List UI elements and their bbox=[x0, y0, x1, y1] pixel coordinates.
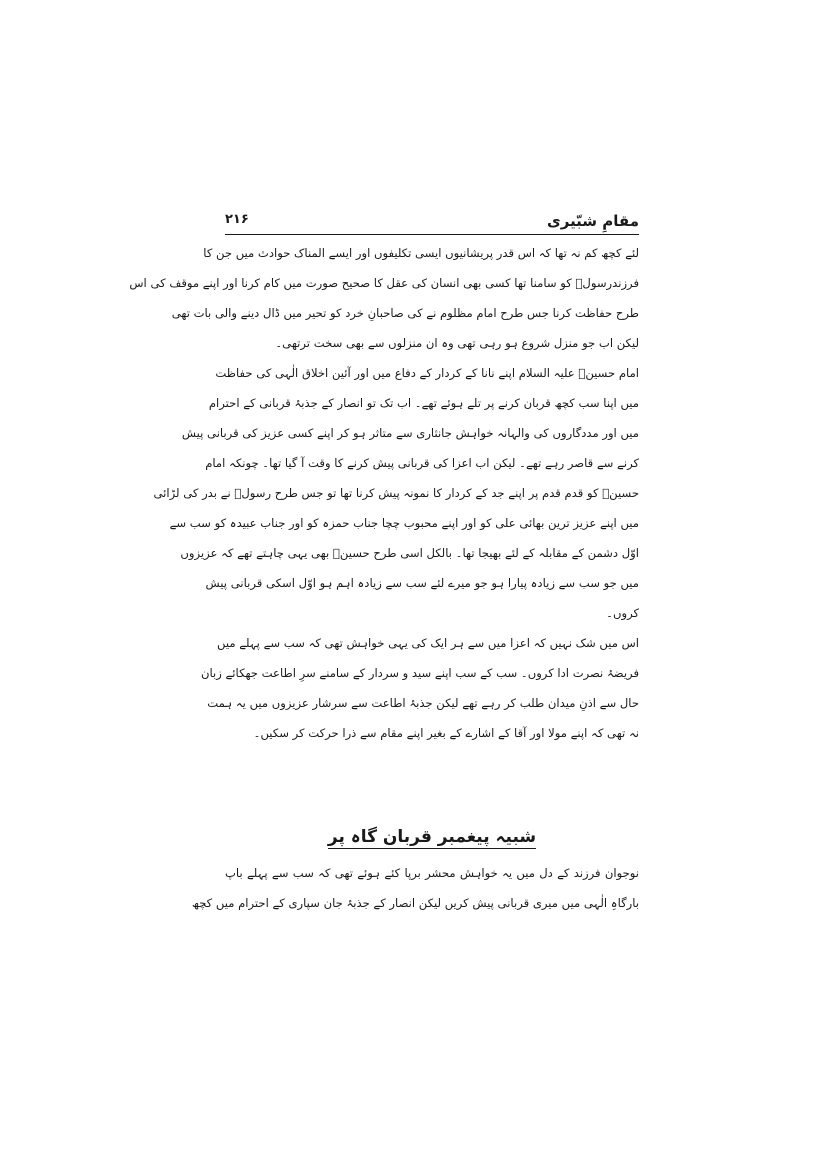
text-line: امام حسینؑ علیہ السلام اپنے نانا کے کردار کے دفاع میں اور آئین اخلاق الٰہی کی حفاظت bbox=[215, 366, 639, 380]
text-line: طرح حفاظت کرنا جس طرح امام مظلوم نے کی صاحبانِ خرد کو تحیر میں ڈال دینے والی بات تھی bbox=[171, 306, 639, 320]
page-header bbox=[225, 212, 639, 235]
text-line: میں جو سب سے زیادہ پیارا ہو جو میرے لئے سب سے زیادہ اہم ہو اوّل اسکی قربانی پیش bbox=[205, 576, 639, 590]
paragraph-3 bbox=[200, 628, 639, 748]
text-line: میں اور مددگاروں کی والہانہ خواہش جانثاری سے متاثر ہو کر اپنے کسی عزیز کی قربانی پیش bbox=[181, 426, 639, 440]
text-line: کرنے سے قاصر رہے تھے۔ لیکن اب اعزا کی قربانی پیش کرنے کا وقت آ گیا تھا۔ چونکہ امام bbox=[205, 456, 639, 470]
text-line: لئے کچھ کم نہ تھا کہ اس قدر پریشانیوں ایسی تکلیفوں اور ایسے المناک حوادث میں جن کا bbox=[203, 246, 639, 260]
text-line: میں اپنا سب کچھ قربان کرنے پر تلے ہوئے تھے۔ اب تک تو انصار کے جذبۂ قربانی کے احترام bbox=[208, 396, 639, 410]
text-line: بارگاہِ الٰہی میں میری قربانی پیش کریں لیکن انصار کے جذبۂ جان سپاری کے احترام میں کچھ bbox=[191, 896, 639, 910]
text-line: حال سے اذنِ میدان طلب کر رہے تھے لیکن جذبۂ اطاعت سے سرشار عزیزوں میں یہ ہمت bbox=[207, 696, 639, 710]
paragraph-2 bbox=[153, 358, 639, 628]
text-line: حسینؑ کو قدم قدم پر اپنے جد کے کردار کا نمونہ پیش کرنا تھا تو جس طرح رسولؐ نے بدر کی لڑائی bbox=[153, 486, 639, 500]
section-heading bbox=[225, 826, 639, 856]
paragraph-1 bbox=[129, 238, 639, 358]
text-line: لیکن اب جو منزل شروع ہو رہی تھی وہ ان منزلوں سے بھی سخت ترتھی۔ bbox=[275, 336, 639, 350]
text-line: اس میں شک نہیں کہ اعزا میں سے ہر ایک کی یہی خواہش تھی کہ سب سے پہلے میں bbox=[217, 636, 639, 650]
text-line: کروں۔ bbox=[606, 606, 639, 620]
text-line: فرزندرسولؐ کو سامنا تھا کسی بھی انسان کی عقل کا صحیح صورت میں کام کرنا اور اپنے موقف کی اس bbox=[129, 276, 639, 290]
text-line: فریضۂ نصرت ادا کروں۔ سب کے سب اپنے سید و سردار کے سامنے سرِ اطاعت جھکائے زبان bbox=[200, 666, 639, 680]
paragraph-4 bbox=[191, 858, 639, 918]
section-heading-text: شبیہ پیغمبر قربان گاہ پر bbox=[327, 827, 537, 847]
text-line: میں اپنے عزیز ترین بھائی علی کو اور اپنے محبوب چچا جناب حمزہ کو اور جناب عبیدہ کو سب سے bbox=[169, 516, 639, 530]
running-title: مقامِ شبّیری bbox=[546, 212, 639, 230]
text-line: نوجوان فرزند کے دل میں یہ خواہش محشر برپا کئے ہوئے تھی کہ سب سے پہلے باپ bbox=[225, 866, 639, 880]
page-number: ۲۱۶ bbox=[225, 212, 249, 227]
text-line: اوّل دشمن کے مقابلہ کے لئے بھیجا تھا۔ بالکل اسی طرح حسینؑ بھی یہی چاہتے تھے کہ عزیزوں bbox=[180, 546, 639, 560]
text-line: نہ تھی کہ اپنے مولا اور آقا کے اشارے کے بغیر اپنے مقام سے ذرا حرکت کر سکیں۔ bbox=[253, 726, 639, 740]
